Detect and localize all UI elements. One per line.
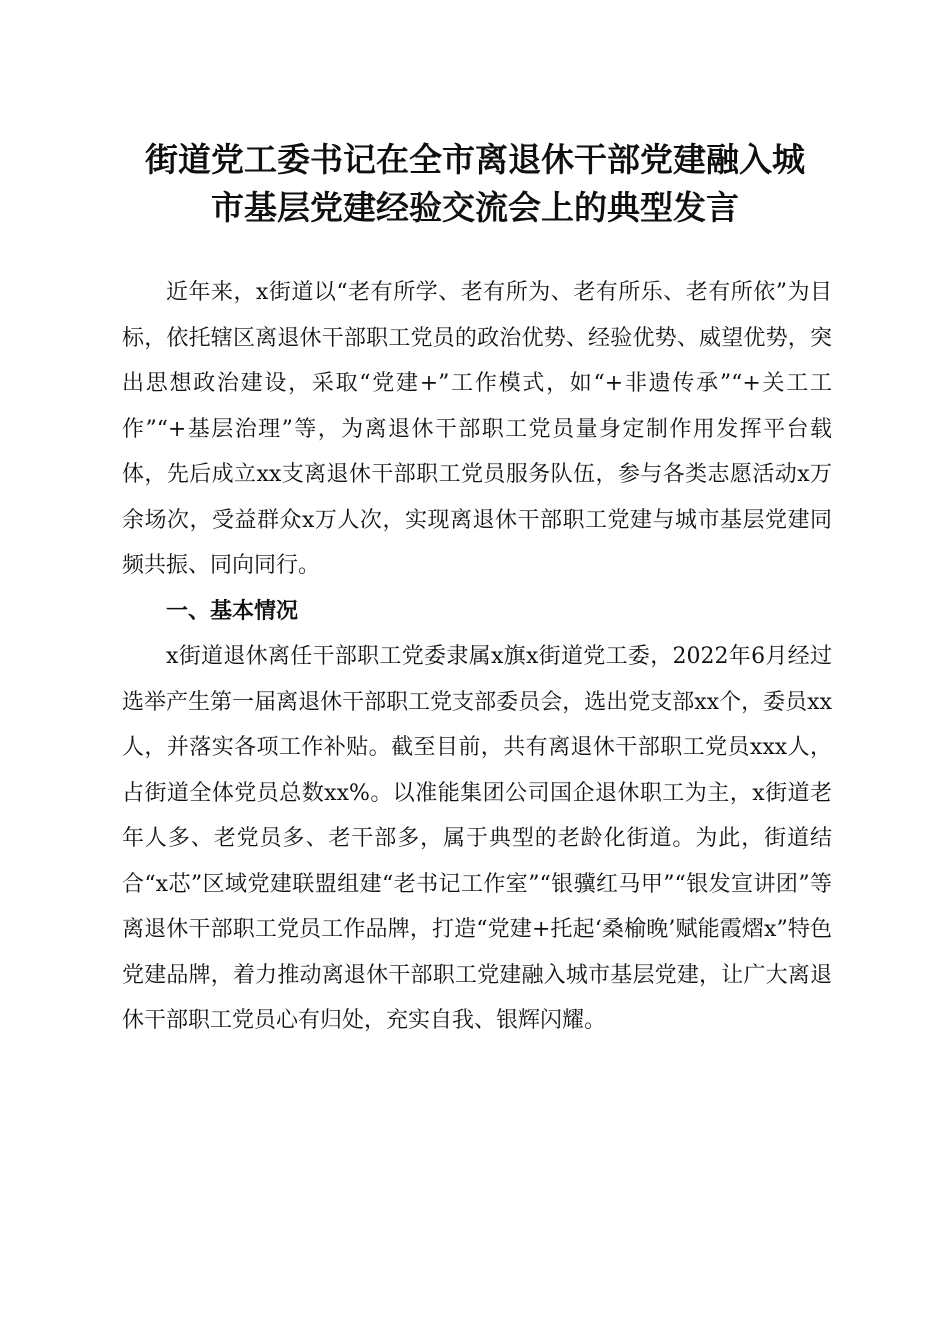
document-body <box>122 270 832 1044</box>
document-title-line-1: 街道党工委书记在全市离退休干部党建融入城 <box>145 140 805 179</box>
section-1-paragraph: x街道退休离任干部职工党委隶属x旗x街道党工委，2022年6月经过选举产生第一届离退休干部职工党支部委员会，选出党支部xx个，委员xx人，并落实各项工作补贴。截至目前，共有离退休干部职工党员xxx人，占街道全体党员总数xx%。以准能集团公司国企退休职工为主，x街道老年人多、老党员多、老干部多，属于典型的老龄化街道。为此，街道结合“x芯”区域党建联盟组建“老书记工作室”“银骥红马甲”“银发宣讲团”等离退休干部职工党员工作品牌，打造“党建+托起‘桑榆晚’赋能霞熠x”特色党建品牌，着力推动离退休干部职工党建融入城市基层党建，让广大离退休干部职工党员心有归处，充实自我、银辉闪耀。 <box>122 644 832 1033</box>
document-title-line-2: 市基层党建经验交流会上的典型发言 <box>211 188 739 227</box>
intro-paragraph: 近年来，x街道以“老有所学、老有所为、老有所乐、老有所依”为目标，依托辖区离退休干部职工党员的政治优势、经验优势、威望优势，突出思想政治建设，采取“党建+”工作模式，如“+非遗传承”“+关工工作”“+基层治理”等，为离退休干部职工党员量身定制作用发挥平台载体，先后成立xx支离退休干部职工党员服务队伍，参与各类志愿活动x万余场次，受益群众x万人次，实现离退休干部职工党建与城市基层党建同频共振、同向同行。 <box>122 280 832 578</box>
section-heading-basic-situation: 一、基本情况 <box>166 598 299 624</box>
